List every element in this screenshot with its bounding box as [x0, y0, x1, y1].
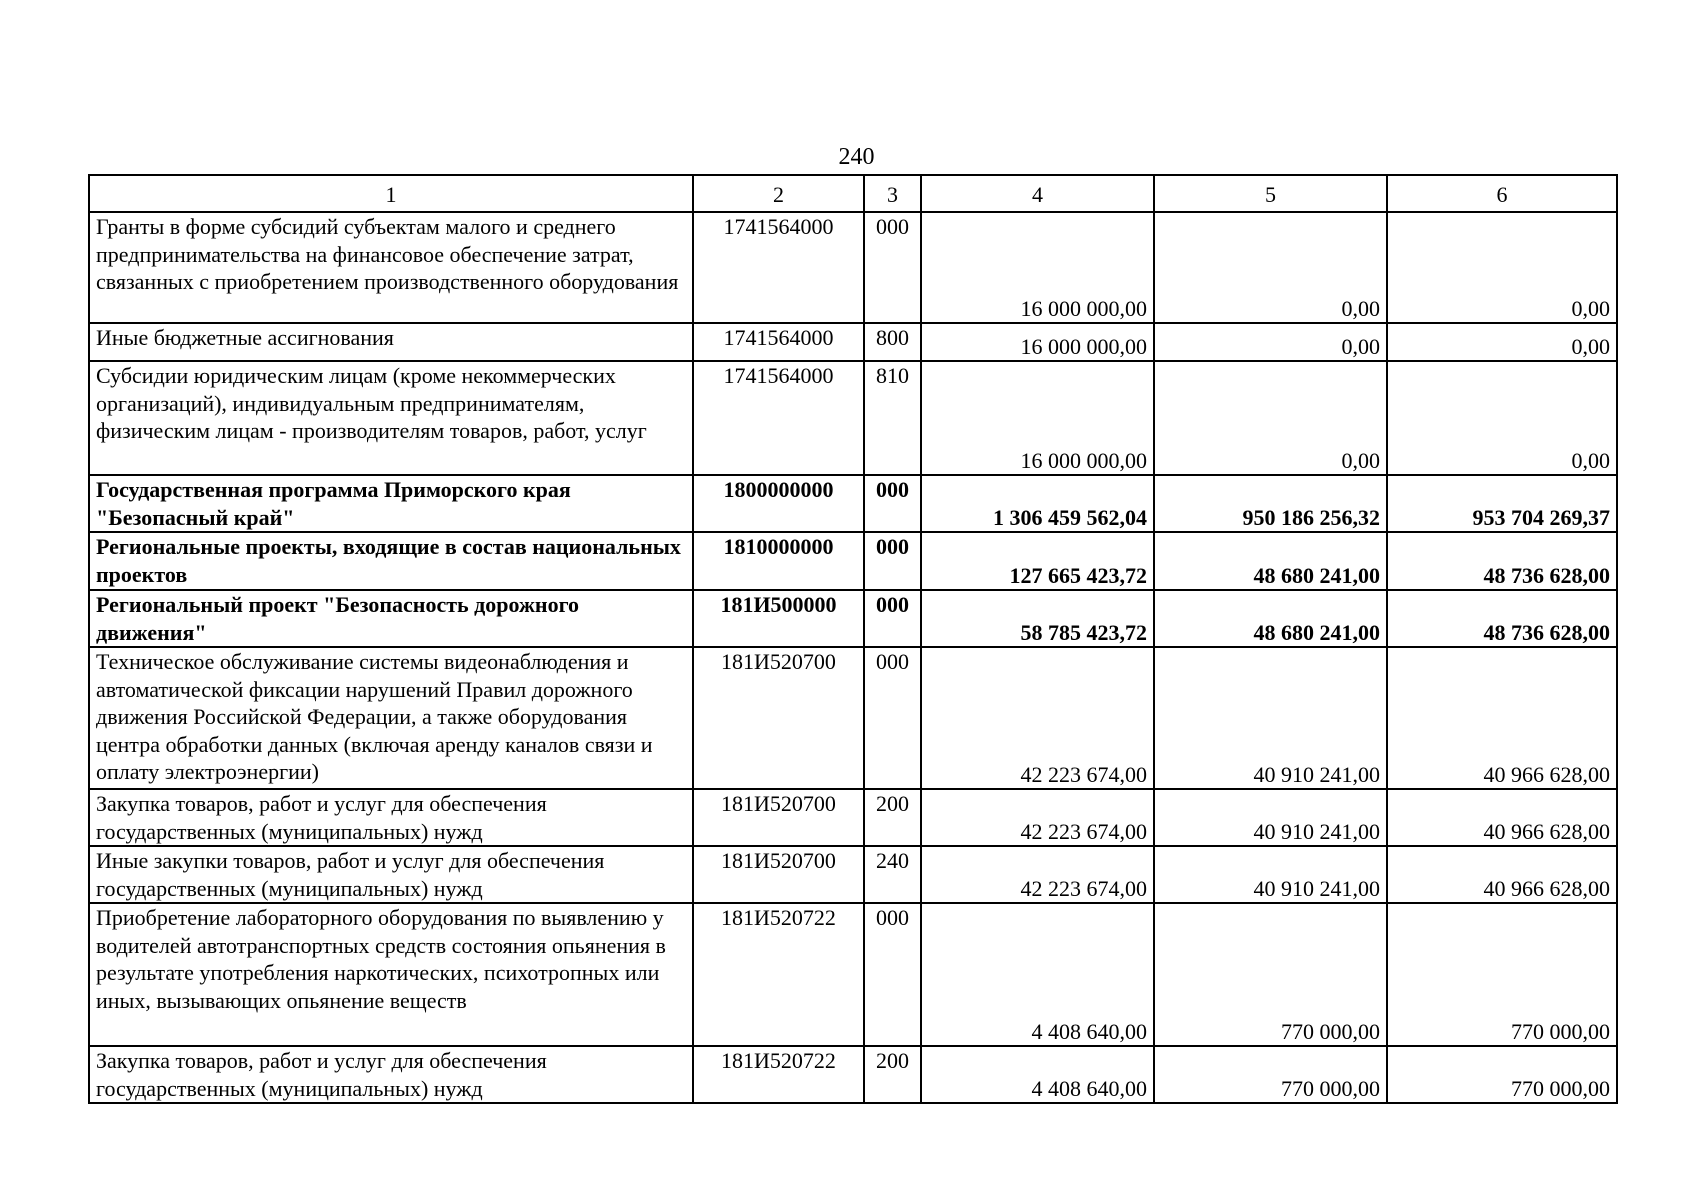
row-type: 810	[864, 361, 921, 475]
header-col-5: 5	[1154, 175, 1387, 212]
row-code: 181И520700	[693, 647, 864, 789]
row-code: 181И500000	[693, 590, 864, 647]
row-code: 1741564000	[693, 323, 864, 361]
row-value-5: 40 910 241,00	[1154, 846, 1387, 903]
row-value-4: 16 000 000,00	[921, 212, 1154, 323]
row-value-4: 127 665 423,72	[921, 532, 1154, 590]
header-col-1: 1	[89, 175, 693, 212]
row-value-5: 770 000,00	[1154, 903, 1387, 1046]
row-name: Закупка товаров, работ и услуг для обеспечения государственных (муниципальных) нужд	[89, 789, 693, 846]
row-name: Приобретение лабораторного оборудования по выявлению у водителей автотранспортных средств состояния опьянения в результате употребления наркотических, психотропных или иных, вызывающих опьянение веществ	[89, 903, 693, 1046]
row-value-6: 0,00	[1387, 323, 1617, 361]
table-row	[89, 475, 1617, 532]
header-col-2: 2	[693, 175, 864, 212]
table-header-row	[89, 175, 1617, 212]
row-name: Закупка товаров, работ и услуг для обеспечения государственных (муниципальных) нужд	[89, 1046, 693, 1103]
row-code: 1800000000	[693, 475, 864, 532]
row-value-5: 0,00	[1154, 323, 1387, 361]
row-value-4: 4 408 640,00	[921, 1046, 1154, 1103]
row-type: 800	[864, 323, 921, 361]
row-code: 1741564000	[693, 212, 864, 323]
table-row	[89, 361, 1617, 475]
row-value-4: 4 408 640,00	[921, 903, 1154, 1046]
page-number: 240	[838, 144, 875, 170]
row-code: 181И520722	[693, 903, 864, 1046]
table-row	[89, 212, 1617, 323]
table-row	[89, 647, 1617, 789]
row-value-6: 40 966 628,00	[1387, 789, 1617, 846]
row-value-4: 42 223 674,00	[921, 846, 1154, 903]
table-row	[89, 789, 1617, 846]
row-value-6: 953 704 269,37	[1387, 475, 1617, 532]
header-col-3: 3	[864, 175, 921, 212]
row-code: 181И520722	[693, 1046, 864, 1103]
row-code: 1741564000	[693, 361, 864, 475]
row-value-6: 48 736 628,00	[1387, 590, 1617, 647]
row-value-4: 58 785 423,72	[921, 590, 1154, 647]
row-type: 000	[864, 647, 921, 789]
row-value-4: 42 223 674,00	[921, 789, 1154, 846]
row-type: 200	[864, 789, 921, 846]
row-value-6: 770 000,00	[1387, 1046, 1617, 1103]
row-value-6: 0,00	[1387, 212, 1617, 323]
header-col-6: 6	[1387, 175, 1617, 212]
header-col-4: 4	[921, 175, 1154, 212]
row-type: 200	[864, 1046, 921, 1103]
row-code: 181И520700	[693, 846, 864, 903]
table-row	[89, 903, 1617, 1046]
row-value-5: 40 910 241,00	[1154, 647, 1387, 789]
row-value-5: 48 680 241,00	[1154, 532, 1387, 590]
row-value-5: 950 186 256,32	[1154, 475, 1387, 532]
row-value-5: 0,00	[1154, 212, 1387, 323]
budget-table	[88, 174, 1618, 1104]
row-code: 181И520700	[693, 789, 864, 846]
table-row	[89, 323, 1617, 361]
row-name: Техническое обслуживание системы видеонаблюдения и автоматической фиксации нарушений Правил дорожного движения Российской Федерации, а также оборудования центра обработки данных (включая аренду каналов связи и оплату электроэнергии)	[89, 647, 693, 789]
row-name: Иные закупки товаров, работ и услуг для обеспечения государственных (муниципальных) нужд	[89, 846, 693, 903]
row-value-6: 48 736 628,00	[1387, 532, 1617, 590]
row-value-5: 48 680 241,00	[1154, 590, 1387, 647]
row-name: Иные бюджетные ассигнования	[89, 323, 693, 361]
table-row	[89, 1046, 1617, 1103]
row-code: 1810000000	[693, 532, 864, 590]
row-name: Региональные проекты, входящие в состав национальных проектов	[89, 532, 693, 590]
row-name: Региональный проект "Безопасность дорожного движения"	[89, 590, 693, 647]
row-value-6: 40 966 628,00	[1387, 647, 1617, 789]
row-value-4: 16 000 000,00	[921, 323, 1154, 361]
row-type: 000	[864, 903, 921, 1046]
row-value-6: 0,00	[1387, 361, 1617, 475]
row-value-5: 770 000,00	[1154, 1046, 1387, 1103]
table-row	[89, 532, 1617, 590]
row-name: Государственная программа Приморского края "Безопасный край"	[89, 475, 693, 532]
table-row	[89, 590, 1617, 647]
row-type: 000	[864, 212, 921, 323]
row-type: 000	[864, 475, 921, 532]
row-value-6: 40 966 628,00	[1387, 846, 1617, 903]
table-row	[89, 846, 1617, 903]
row-type: 240	[864, 846, 921, 903]
row-value-4: 42 223 674,00	[921, 647, 1154, 789]
row-name: Гранты в форме субсидий субъектам малого и среднего предпринимательства на финансовое обеспечение затрат, связанных с приобретением производственного оборудования	[89, 212, 693, 323]
row-name: Субсидии юридическим лицам (кроме некоммерческих организаций), индивидуальным предпринимателям, физическим лицам - производителям товаров, работ, услуг	[89, 361, 693, 475]
row-value-4: 1 306 459 562,04	[921, 475, 1154, 532]
row-value-4: 16 000 000,00	[921, 361, 1154, 475]
row-value-5: 0,00	[1154, 361, 1387, 475]
row-type: 000	[864, 590, 921, 647]
row-type: 000	[864, 532, 921, 590]
row-value-5: 40 910 241,00	[1154, 789, 1387, 846]
row-value-6: 770 000,00	[1387, 903, 1617, 1046]
